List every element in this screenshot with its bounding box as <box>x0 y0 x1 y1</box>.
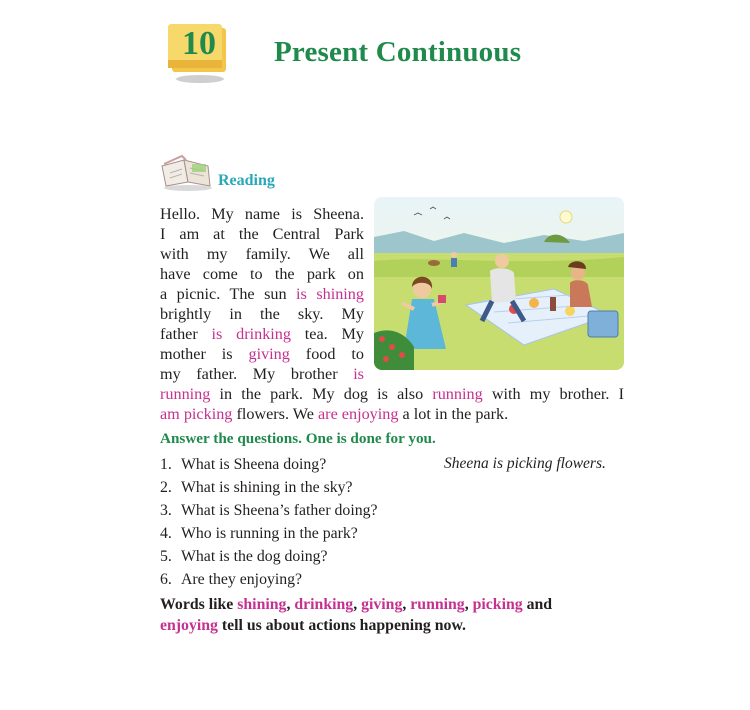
question-text: Are they enjoying? <box>181 571 303 588</box>
question-text: What is Sheena doing? <box>181 456 327 473</box>
question-number: 5. <box>160 548 172 565</box>
passage-line-4: have come to the park on <box>160 265 364 283</box>
passage-line-6: brightly in the sky. My <box>160 305 364 323</box>
question-number: 6. <box>160 571 172 588</box>
highlight-verb: picking <box>472 596 523 613</box>
open-book-icon <box>158 152 216 192</box>
passage-line-7: father is drinking tea. My <box>160 325 364 343</box>
passage-line-3: with my family. We all <box>160 245 364 263</box>
question-item <box>160 547 328 567</box>
question-text: What is shining in the sky? <box>181 479 353 496</box>
passage-line-5: a picnic. The sun is shining <box>160 285 364 303</box>
highlight-verb: running <box>410 596 465 613</box>
highlight-verb: is <box>353 365 364 383</box>
highlight-verb: enjoying <box>160 617 218 634</box>
highlight-verb: shining <box>237 596 287 613</box>
exercise-heading: Answer the questions. One is done for you. <box>160 430 436 447</box>
section-label-reading: Reading <box>218 172 275 189</box>
passage-line-8: mother is giving food to <box>160 345 364 363</box>
question-text: What is Sheena’s father doing? <box>181 502 378 519</box>
question-item <box>160 524 358 544</box>
highlight-verb: giving <box>361 596 403 613</box>
question-text: Who is running in the park? <box>181 525 358 542</box>
passage-line-9: my father. My brother is <box>160 365 364 383</box>
summary-line-2: enjoying tell us about actions happening now. <box>160 617 466 634</box>
question-number: 1. <box>160 456 172 473</box>
question-item <box>160 478 353 498</box>
highlight-verb: running <box>432 385 483 403</box>
question-item <box>160 570 302 590</box>
highlight-verb: is drinking <box>211 325 291 343</box>
highlight-verb: are enjoying <box>318 405 399 423</box>
question-text: What is the dog doing? <box>181 548 328 565</box>
question-item <box>160 455 326 475</box>
summary-line-1: Words like shining, drinking, giving, running, picking and <box>160 596 553 613</box>
passage-line-11: am picking flowers. We are enjoying a lot in the park. <box>160 405 509 423</box>
highlight-verb: am picking <box>160 405 233 423</box>
passage-line-2: I am at the Central Park <box>160 225 364 243</box>
question-number: 2. <box>160 479 172 496</box>
highlight-verb: running <box>160 385 211 403</box>
question-number: 4. <box>160 525 172 542</box>
chapter-number: 10 <box>182 25 216 62</box>
highlight-verb: giving <box>248 345 290 363</box>
example-answer: Sheena is picking flowers. <box>444 455 606 472</box>
highlight-verb: is shining <box>296 285 364 303</box>
question-number: 3. <box>160 502 172 519</box>
picnic-illustration <box>374 197 624 370</box>
highlight-verb: drinking <box>294 596 354 613</box>
chapter-title: Present Continuous <box>274 36 522 68</box>
question-item <box>160 501 378 521</box>
passage-line-1: Hello. My name is Sheena. <box>160 205 364 223</box>
passage-line-10: running in the park. My dog is also running with my brother. I <box>160 385 624 403</box>
